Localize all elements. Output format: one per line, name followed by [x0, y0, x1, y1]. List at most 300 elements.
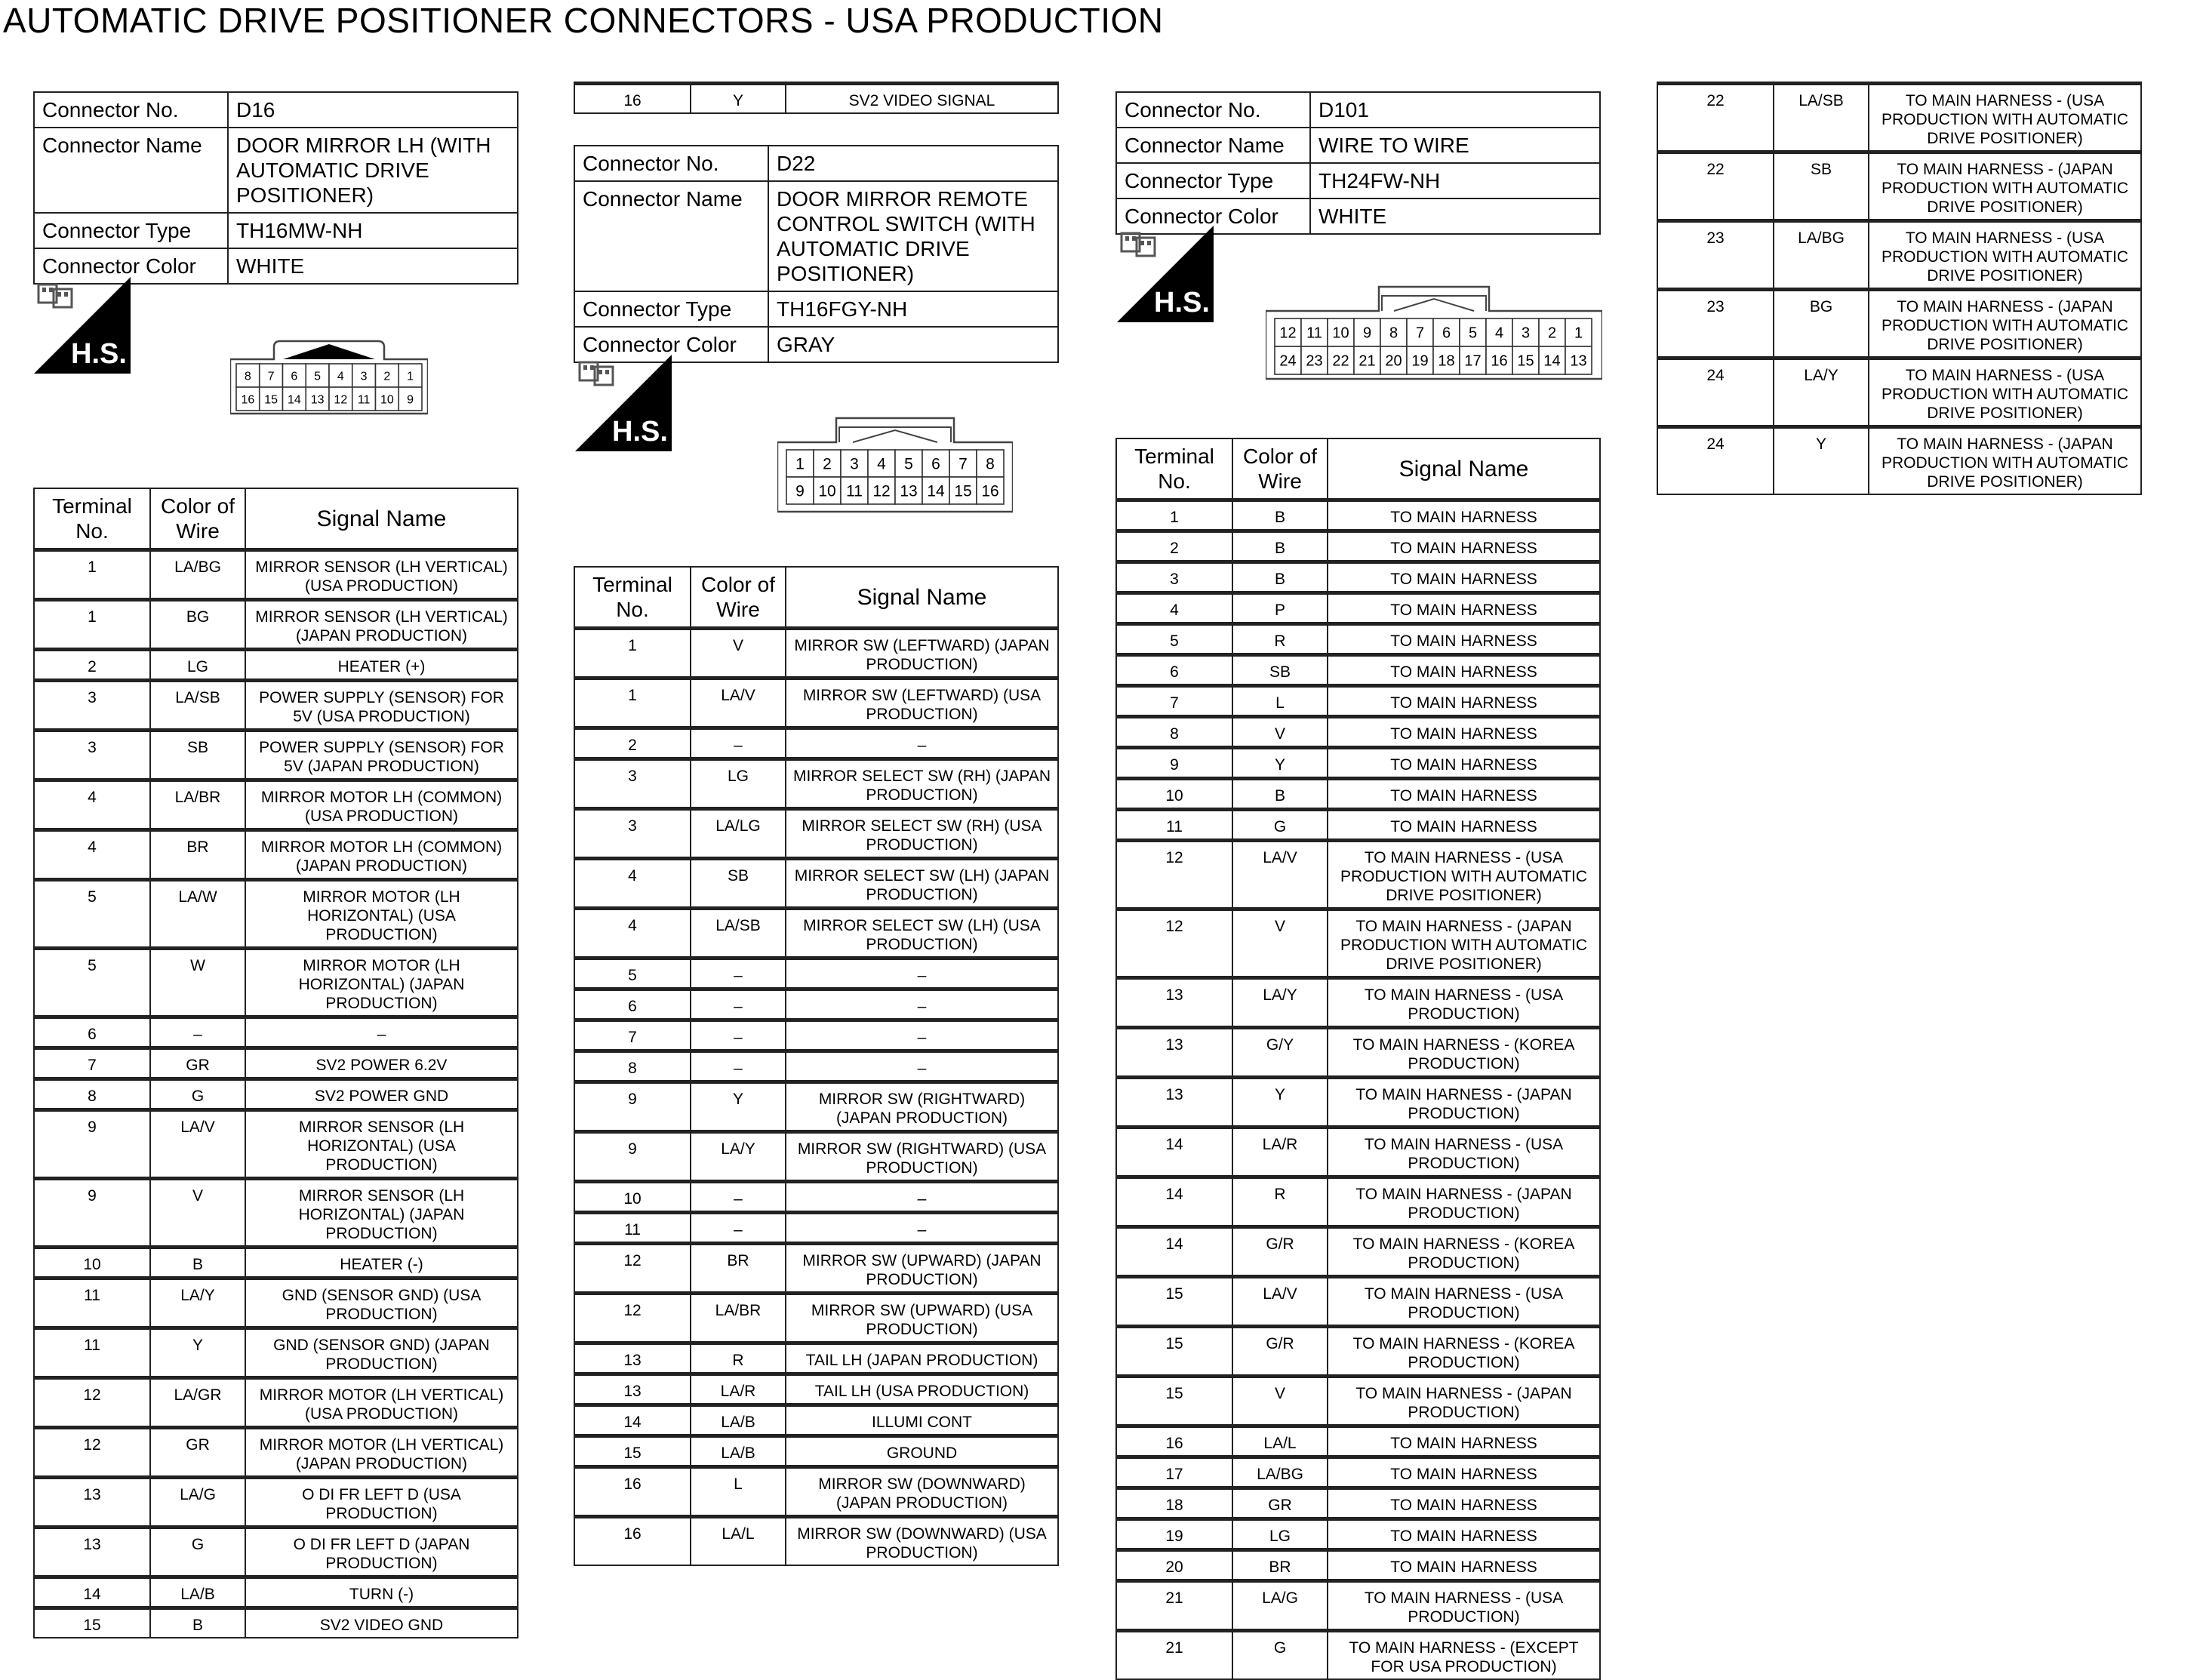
cell-wire-color: LA/B [691, 1436, 786, 1467]
cell-wire-color: P [1232, 593, 1328, 624]
table-row [34, 731, 518, 780]
table-row [574, 1343, 1058, 1374]
pin-number: 4 [337, 370, 344, 383]
pin-number: 16 [241, 393, 255, 407]
cell-terminal-no: 15 [34, 1608, 150, 1638]
cell-terminal-no: 7 [1116, 686, 1232, 717]
hs-badge-d22 [575, 355, 672, 451]
table-row [1116, 624, 1600, 655]
cell-terminal-no: 8 [34, 1079, 150, 1110]
cell-signal-name: – [245, 1017, 518, 1048]
cell-terminal-no: 22 [1657, 152, 1774, 221]
cell-wire-color: B [1232, 562, 1328, 593]
cell-wire-color: LA/L [691, 1517, 786, 1566]
cell-wire-color: LA/V [1232, 1277, 1328, 1327]
table-row [34, 600, 518, 650]
cell-terminal-no: 1 [1116, 500, 1232, 531]
pin-number: 2 [383, 370, 391, 383]
cell-wire-color: SB [150, 731, 245, 780]
table-row [574, 678, 1058, 728]
cell-terminal-no: 16 [574, 84, 691, 114]
header-color-of-wire: Color of Wire [1232, 438, 1328, 500]
pin-number: 1 [1574, 325, 1583, 342]
table-row [34, 650, 518, 681]
cell-signal-name: SV2 POWER 6.2V [245, 1048, 518, 1079]
d22-terminal-table [574, 566, 1059, 1566]
cell-wire-color: Y [1232, 1078, 1328, 1128]
cell-wire-color: V [1232, 717, 1328, 748]
table-row [34, 1110, 518, 1179]
header-terminal-no: Terminal No. [1116, 438, 1232, 500]
cell-terminal-no: 14 [1116, 1227, 1232, 1277]
d22-pin-face [777, 411, 1013, 513]
pin-number: 8 [1389, 325, 1398, 342]
cell-terminal-no: 15 [1116, 1277, 1232, 1327]
cell-signal-name: TO MAIN HARNESS - (USA PRODUCTION) [1328, 1277, 1600, 1327]
cell-signal-name: MIRROR SELECT SW (LH) (JAPAN PRODUCTION) [786, 859, 1058, 909]
pin-number: 5 [904, 455, 913, 473]
cell-wire-color: LA/B [691, 1405, 786, 1436]
d22-terminal-rows [574, 567, 1058, 1565]
cell-wire-color: BG [1774, 290, 1869, 358]
table-row [1116, 717, 1600, 748]
table-row [1116, 1550, 1600, 1581]
cell-signal-name: HEATER (-) [245, 1248, 518, 1278]
cell-wire-color: BR [150, 830, 245, 880]
cell-terminal-no: 11 [1116, 810, 1232, 841]
table-row [574, 1244, 1058, 1294]
label-connector-color: Connector Color [1116, 198, 1310, 234]
cell-signal-name: TO MAIN HARNESS - (USA PRODUCTION) [1328, 1128, 1600, 1177]
label-connector-name: Connector Name [34, 128, 228, 213]
cell-wire-color: LA/BG [1774, 221, 1869, 290]
cell-terminal-no: 12 [34, 1378, 150, 1428]
cell-terminal-no: 12 [574, 1244, 691, 1294]
pin-number: 9 [1362, 325, 1372, 342]
table-row [574, 1132, 1058, 1182]
cell-terminal-no: 1 [574, 678, 691, 728]
cell-terminal-no: 6 [1116, 655, 1232, 686]
pin-number: 4 [877, 455, 886, 473]
label-connector-no: Connector No. [574, 146, 768, 181]
cell-signal-name: SV2 VIDEO SIGNAL [786, 84, 1058, 114]
table-row [574, 989, 1058, 1020]
cell-signal-name: MIRROR MOTOR (LH HORIZONTAL) (USA PRODUCTION) [245, 880, 518, 949]
cell-wire-color: LA/BG [1232, 1457, 1328, 1488]
pin-number: 22 [1332, 352, 1349, 370]
pin-number: 9 [407, 393, 414, 407]
cell-terminal-no: 12 [574, 1294, 691, 1343]
table-row [34, 1079, 518, 1110]
info-row-connector-name [34, 128, 518, 213]
cell-signal-name: MIRROR SW (LEFTWARD) (USA PRODUCTION) [786, 678, 1058, 728]
table-row [1116, 779, 1600, 810]
cell-terminal-no: 13 [1116, 1028, 1232, 1078]
label-connector-name: Connector Name [1116, 128, 1310, 163]
cell-signal-name: MIRROR SW (LEFTWARD) (JAPAN PRODUCTION) [786, 629, 1058, 678]
table-row [574, 728, 1058, 759]
table-row [1116, 1177, 1600, 1227]
cell-signal-name: TO MAIN HARNESS - (JAPAN PRODUCTION WITH AUTOMATIC DRIVE POSITIONER) [1328, 909, 1600, 978]
pin-number: 3 [360, 370, 368, 383]
cell-terminal-no: 13 [34, 1478, 150, 1528]
cell-terminal-no: 24 [1657, 358, 1774, 427]
hs-label: H.S. [1154, 287, 1210, 318]
d101-terminal-table [1115, 438, 1601, 1680]
cell-terminal-no: 18 [1116, 1488, 1232, 1519]
cell-wire-color: V [150, 1179, 245, 1248]
cell-wire-color: – [150, 1017, 245, 1048]
cell-terminal-no: 6 [574, 989, 691, 1020]
cell-wire-color: R [1232, 1177, 1328, 1227]
table-row [34, 830, 518, 880]
cell-signal-name: TO MAIN HARNESS [1328, 1457, 1600, 1488]
d22-pin-grid [786, 450, 1004, 504]
cell-wire-color: W [150, 949, 245, 1017]
table-row [1116, 810, 1600, 841]
cell-terminal-no: 23 [1657, 221, 1774, 290]
info-row-connector-no [1116, 92, 1600, 128]
cell-terminal-no: 2 [574, 728, 691, 759]
cell-signal-name: O DI FR LEFT D (USA PRODUCTION) [245, 1478, 518, 1528]
label-connector-name: Connector Name [574, 181, 768, 291]
cell-wire-color: SB [691, 859, 786, 909]
cell-wire-color: R [1232, 624, 1328, 655]
pin-number: 11 [1306, 325, 1322, 342]
cell-wire-color: L [691, 1467, 786, 1517]
value-connector-color: GRAY [768, 327, 1058, 362]
cell-terminal-no: 17 [1116, 1457, 1232, 1488]
cell-terminal-no: 13 [1116, 1078, 1232, 1128]
cell-signal-name: MIRROR MOTOR LH (COMMON) (USA PRODUCTION) [245, 780, 518, 830]
cell-signal-name: TO MAIN HARNESS - (USA PRODUCTION) [1328, 978, 1600, 1028]
cell-terminal-no: 19 [1116, 1519, 1232, 1550]
d16-continued-rows [574, 84, 1058, 114]
table-row [574, 1020, 1058, 1051]
table-row [1116, 655, 1600, 686]
cell-signal-name: TO MAIN HARNESS - (JAPAN PRODUCTION WITH AUTOMATIC DRIVE POSITIONER) [1869, 290, 2141, 358]
cell-terminal-no: 3 [1116, 562, 1232, 593]
cell-signal-name: TAIL LH (JAPAN PRODUCTION) [786, 1343, 1058, 1374]
table-row [574, 759, 1058, 809]
cell-wire-color: LA/Y [1774, 358, 1869, 427]
cell-signal-name: – [786, 728, 1058, 759]
d22-connector-info [574, 145, 1059, 363]
cell-wire-color: LA/V [691, 678, 786, 728]
hs-badge-d101 [1117, 226, 1214, 322]
cell-signal-name: – [786, 989, 1058, 1020]
table-header [34, 488, 518, 550]
table-row [1116, 500, 1600, 531]
table-row [1116, 1377, 1600, 1426]
cell-signal-name: – [786, 1020, 1058, 1051]
table-row [1116, 1519, 1600, 1550]
table-row [34, 949, 518, 1017]
cell-wire-color: B [1232, 500, 1328, 531]
table-row [34, 550, 518, 600]
cell-signal-name: TO MAIN HARNESS [1328, 810, 1600, 841]
cell-signal-name: TO MAIN HARNESS [1328, 779, 1600, 810]
table-row [574, 1405, 1058, 1436]
pin-number: 3 [1521, 325, 1531, 342]
info-row-connector-type [34, 213, 518, 248]
table-row [34, 1048, 518, 1079]
table-row [1116, 1327, 1600, 1377]
pin-number: 11 [357, 393, 371, 407]
cell-terminal-no: 21 [1116, 1631, 1232, 1680]
cell-signal-name: MIRROR SW (DOWNWARD) (USA PRODUCTION) [786, 1517, 1058, 1566]
table-row [1657, 290, 2141, 358]
cell-signal-name: MIRROR MOTOR (LH VERTICAL) (USA PRODUCTION) [245, 1378, 518, 1428]
value-connector-type: TH16MW-NH [228, 213, 518, 248]
table-row [574, 1467, 1058, 1517]
table-row [1116, 909, 1600, 978]
page-title: AUTOMATIC DRIVE POSITIONER CONNECTORS - USA PRODUCTION [3, 1, 1164, 40]
cell-signal-name: POWER SUPPLY (SENSOR) FOR 5V (USA PRODUCTION) [245, 681, 518, 731]
label-connector-type: Connector Type [574, 291, 768, 327]
table-row [1657, 152, 2141, 221]
cell-signal-name: TO MAIN HARNESS [1328, 500, 1600, 531]
hs-label: H.S. [612, 416, 668, 448]
pin-number: 5 [314, 370, 322, 383]
cell-terminal-no: 1 [34, 600, 150, 650]
cell-wire-color: LA/BG [150, 550, 245, 600]
cell-terminal-no: 12 [34, 1428, 150, 1478]
table-row [1657, 358, 2141, 427]
cell-wire-color: GR [150, 1048, 245, 1079]
table-row [1116, 1227, 1600, 1277]
pin-number: 11 [846, 482, 863, 500]
cell-signal-name: TO MAIN HARNESS [1328, 531, 1600, 562]
cell-signal-name: MIRROR MOTOR LH (COMMON) (JAPAN PRODUCTION) [245, 830, 518, 880]
cell-terminal-no: 9 [1116, 748, 1232, 779]
cell-terminal-no: 16 [574, 1517, 691, 1566]
table-row [34, 1378, 518, 1428]
table-row [1116, 1426, 1600, 1457]
cell-signal-name: TO MAIN HARNESS [1328, 717, 1600, 748]
cell-signal-name: POWER SUPPLY (SENSOR) FOR 5V (JAPAN PRODUCTION) [245, 731, 518, 780]
cell-wire-color: LA/Y [150, 1278, 245, 1328]
table-row [1116, 1277, 1600, 1327]
table-row [574, 1374, 1058, 1405]
cell-wire-color: LA/Y [1232, 978, 1328, 1028]
cell-wire-color: G [150, 1079, 245, 1110]
pin-number: 24 [1279, 352, 1297, 370]
pin-number: 12 [334, 393, 348, 407]
label-connector-type: Connector Type [1116, 163, 1310, 198]
cell-signal-name: TO MAIN HARNESS [1328, 1519, 1600, 1550]
cell-terminal-no: 8 [574, 1051, 691, 1082]
value-connector-type: TH16FGY-NH [768, 291, 1058, 327]
cell-signal-name: TO MAIN HARNESS [1328, 655, 1600, 686]
cell-terminal-no: 4 [574, 909, 691, 958]
cell-wire-color: G [1232, 810, 1328, 841]
cell-terminal-no: 11 [34, 1328, 150, 1378]
cell-wire-color: G/R [1232, 1227, 1328, 1277]
info-row-connector-name [574, 181, 1058, 291]
value-connector-no: D16 [228, 92, 518, 128]
d101-pin-face [1266, 281, 1602, 380]
cell-wire-color: LG [1232, 1519, 1328, 1550]
table-row [574, 958, 1058, 989]
table-row [34, 1278, 518, 1328]
table-row [1116, 748, 1600, 779]
table-row [1116, 1488, 1600, 1519]
cell-terminal-no: 3 [34, 731, 150, 780]
cell-signal-name: TO MAIN HARNESS - (JAPAN PRODUCTION WITH AUTOMATIC DRIVE POSITIONER) [1869, 427, 2141, 495]
value-connector-no: D101 [1310, 92, 1600, 128]
cell-wire-color: LA/LG [691, 809, 786, 859]
table-row [574, 1294, 1058, 1343]
pin-number: 23 [1306, 352, 1323, 370]
cell-signal-name: O DI FR LEFT D (JAPAN PRODUCTION) [245, 1528, 518, 1577]
cell-wire-color: G/R [1232, 1327, 1328, 1377]
value-connector-color: WHITE [228, 248, 518, 284]
cell-signal-name: TO MAIN HARNESS [1328, 562, 1600, 593]
cell-signal-name: TO MAIN HARNESS - (JAPAN PRODUCTION WITH AUTOMATIC DRIVE POSITIONER) [1869, 152, 2141, 221]
cell-signal-name: HEATER (+) [245, 650, 518, 681]
cell-wire-color: BR [1232, 1550, 1328, 1581]
cell-wire-color: LA/GR [150, 1378, 245, 1428]
d16-terminal-table-continued [574, 82, 1059, 114]
table-row [1657, 427, 2141, 495]
pin-number: 15 [264, 393, 278, 407]
cell-terminal-no: 15 [1116, 1377, 1232, 1426]
pin-number: 7 [958, 455, 968, 473]
pin-number: 2 [823, 455, 832, 473]
value-connector-name: DOOR MIRROR LH (WITH AUTOMATIC DRIVE POSITIONER) [228, 128, 518, 213]
cell-signal-name: MIRROR SENSOR (LH VERTICAL) (USA PRODUCTION) [245, 550, 518, 600]
table-row [574, 1182, 1058, 1213]
value-connector-type: TH24FW-NH [1310, 163, 1600, 198]
info-row-connector-type [1116, 163, 1600, 198]
cell-signal-name: TO MAIN HARNESS [1328, 748, 1600, 779]
cell-signal-name: – [786, 1213, 1058, 1244]
cell-signal-name: ILLUMI CONT [786, 1405, 1058, 1436]
table-row [1116, 1631, 1600, 1680]
pin-number: 6 [931, 455, 940, 473]
cell-wire-color: LA/V [1232, 841, 1328, 909]
d101-terminal-rows [1116, 438, 1600, 1679]
d101-terminal-table-continued [1657, 82, 2142, 495]
cell-terminal-no: 9 [34, 1179, 150, 1248]
label-connector-type: Connector Type [34, 213, 228, 248]
cell-terminal-no: 6 [34, 1017, 150, 1048]
info-row-connector-no [574, 146, 1058, 181]
cell-signal-name: TO MAIN HARNESS [1328, 1550, 1600, 1581]
cell-terminal-no: 16 [574, 1467, 691, 1517]
cell-signal-name: MIRROR MOTOR (LH HORIZONTAL) (JAPAN PRODUCTION) [245, 949, 518, 1017]
cell-wire-color: R [691, 1343, 786, 1374]
cell-signal-name: TO MAIN HARNESS - (KOREA PRODUCTION) [1328, 1227, 1600, 1277]
pin-number: 5 [1468, 325, 1478, 342]
cell-wire-color: G [150, 1528, 245, 1577]
cell-signal-name: TO MAIN HARNESS - (JAPAN PRODUCTION) [1328, 1177, 1600, 1227]
cell-terminal-no: 24 [1657, 427, 1774, 495]
table-row [1657, 221, 2141, 290]
d16-pin-face [230, 331, 428, 415]
cell-signal-name: TO MAIN HARNESS - (EXCEPT FOR USA PRODUCTION) [1328, 1631, 1600, 1680]
cell-terminal-no: 23 [1657, 290, 1774, 358]
cell-terminal-no: 7 [574, 1020, 691, 1051]
header-terminal-no: Terminal No. [574, 567, 691, 629]
pin-number: 13 [900, 482, 918, 500]
pin-number: 14 [927, 482, 945, 500]
cell-terminal-no: 14 [574, 1405, 691, 1436]
cell-signal-name: TO MAIN HARNESS - (USA PRODUCTION) [1328, 1581, 1600, 1631]
cell-wire-color: – [691, 1020, 786, 1051]
pin-number: 14 [287, 393, 301, 407]
table-row [574, 809, 1058, 859]
cell-terminal-no: 13 [1116, 978, 1232, 1028]
cell-wire-color: LA/G [150, 1478, 245, 1528]
cell-signal-name: GROUND [786, 1436, 1058, 1467]
cell-signal-name: TO MAIN HARNESS [1328, 593, 1600, 624]
pin-number: 13 [1570, 352, 1587, 370]
table-row [34, 880, 518, 949]
table-row [574, 84, 1058, 114]
cell-signal-name: MIRROR SW (RIGHTWARD) (JAPAN PRODUCTION) [786, 1082, 1058, 1132]
table-header [1116, 438, 1600, 500]
pin-number: 8 [244, 370, 251, 383]
pin-number: 9 [795, 482, 805, 500]
cell-wire-color: BG [150, 600, 245, 650]
pin-number: 12 [872, 482, 891, 500]
cell-signal-name: MIRROR SELECT SW (RH) (JAPAN PRODUCTION) [786, 759, 1058, 809]
cell-signal-name: GND (SENSOR GND) (USA PRODUCTION) [245, 1278, 518, 1328]
table-row [1116, 686, 1600, 717]
table-row [34, 1248, 518, 1278]
hs-label: H.S. [71, 338, 127, 370]
table-row [1116, 841, 1600, 909]
pin-number: 1 [407, 370, 414, 383]
cell-signal-name: TO MAIN HARNESS - (JAPAN PRODUCTION) [1328, 1377, 1600, 1426]
info-row-connector-type [574, 291, 1058, 327]
cell-signal-name: MIRROR SW (UPWARD) (USA PRODUCTION) [786, 1294, 1058, 1343]
cell-signal-name: MIRROR SENSOR (LH HORIZONTAL) (USA PRODUCTION) [245, 1110, 518, 1179]
cell-terminal-no: 5 [34, 880, 150, 949]
cell-wire-color: GR [1232, 1488, 1328, 1519]
cell-terminal-no: 14 [1116, 1177, 1232, 1227]
cell-terminal-no: 7 [34, 1048, 150, 1079]
cell-wire-color: SB [1774, 152, 1869, 221]
table-row [1116, 562, 1600, 593]
table-row [574, 1051, 1058, 1082]
cell-wire-color: G/Y [1232, 1028, 1328, 1078]
cell-wire-color: LA/W [150, 880, 245, 949]
pin-number: 21 [1358, 352, 1376, 370]
cell-terminal-no: 21 [1116, 1581, 1232, 1631]
cell-terminal-no: 8 [1116, 717, 1232, 748]
cell-terminal-no: 1 [34, 550, 150, 600]
d16-connector-info [33, 91, 518, 285]
cell-signal-name: MIRROR SENSOR (LH HORIZONTAL) (JAPAN PRODUCTION) [245, 1179, 518, 1248]
pin-number: 12 [1279, 325, 1297, 342]
info-row-connector-no [34, 92, 518, 128]
pin-number: 15 [1517, 352, 1534, 370]
d101-continued-rows [1657, 84, 2141, 495]
cell-terminal-no: 9 [574, 1132, 691, 1182]
cell-wire-color: V [1232, 1377, 1328, 1426]
cell-terminal-no: 4 [34, 830, 150, 880]
value-connector-name: WIRE TO WIRE [1310, 128, 1600, 163]
cell-terminal-no: 9 [574, 1082, 691, 1132]
cell-terminal-no: 13 [574, 1374, 691, 1405]
cell-terminal-no: 9 [34, 1110, 150, 1179]
table-row [574, 1517, 1058, 1566]
cell-signal-name: SV2 VIDEO GND [245, 1608, 518, 1638]
cell-wire-color: LA/BR [691, 1294, 786, 1343]
